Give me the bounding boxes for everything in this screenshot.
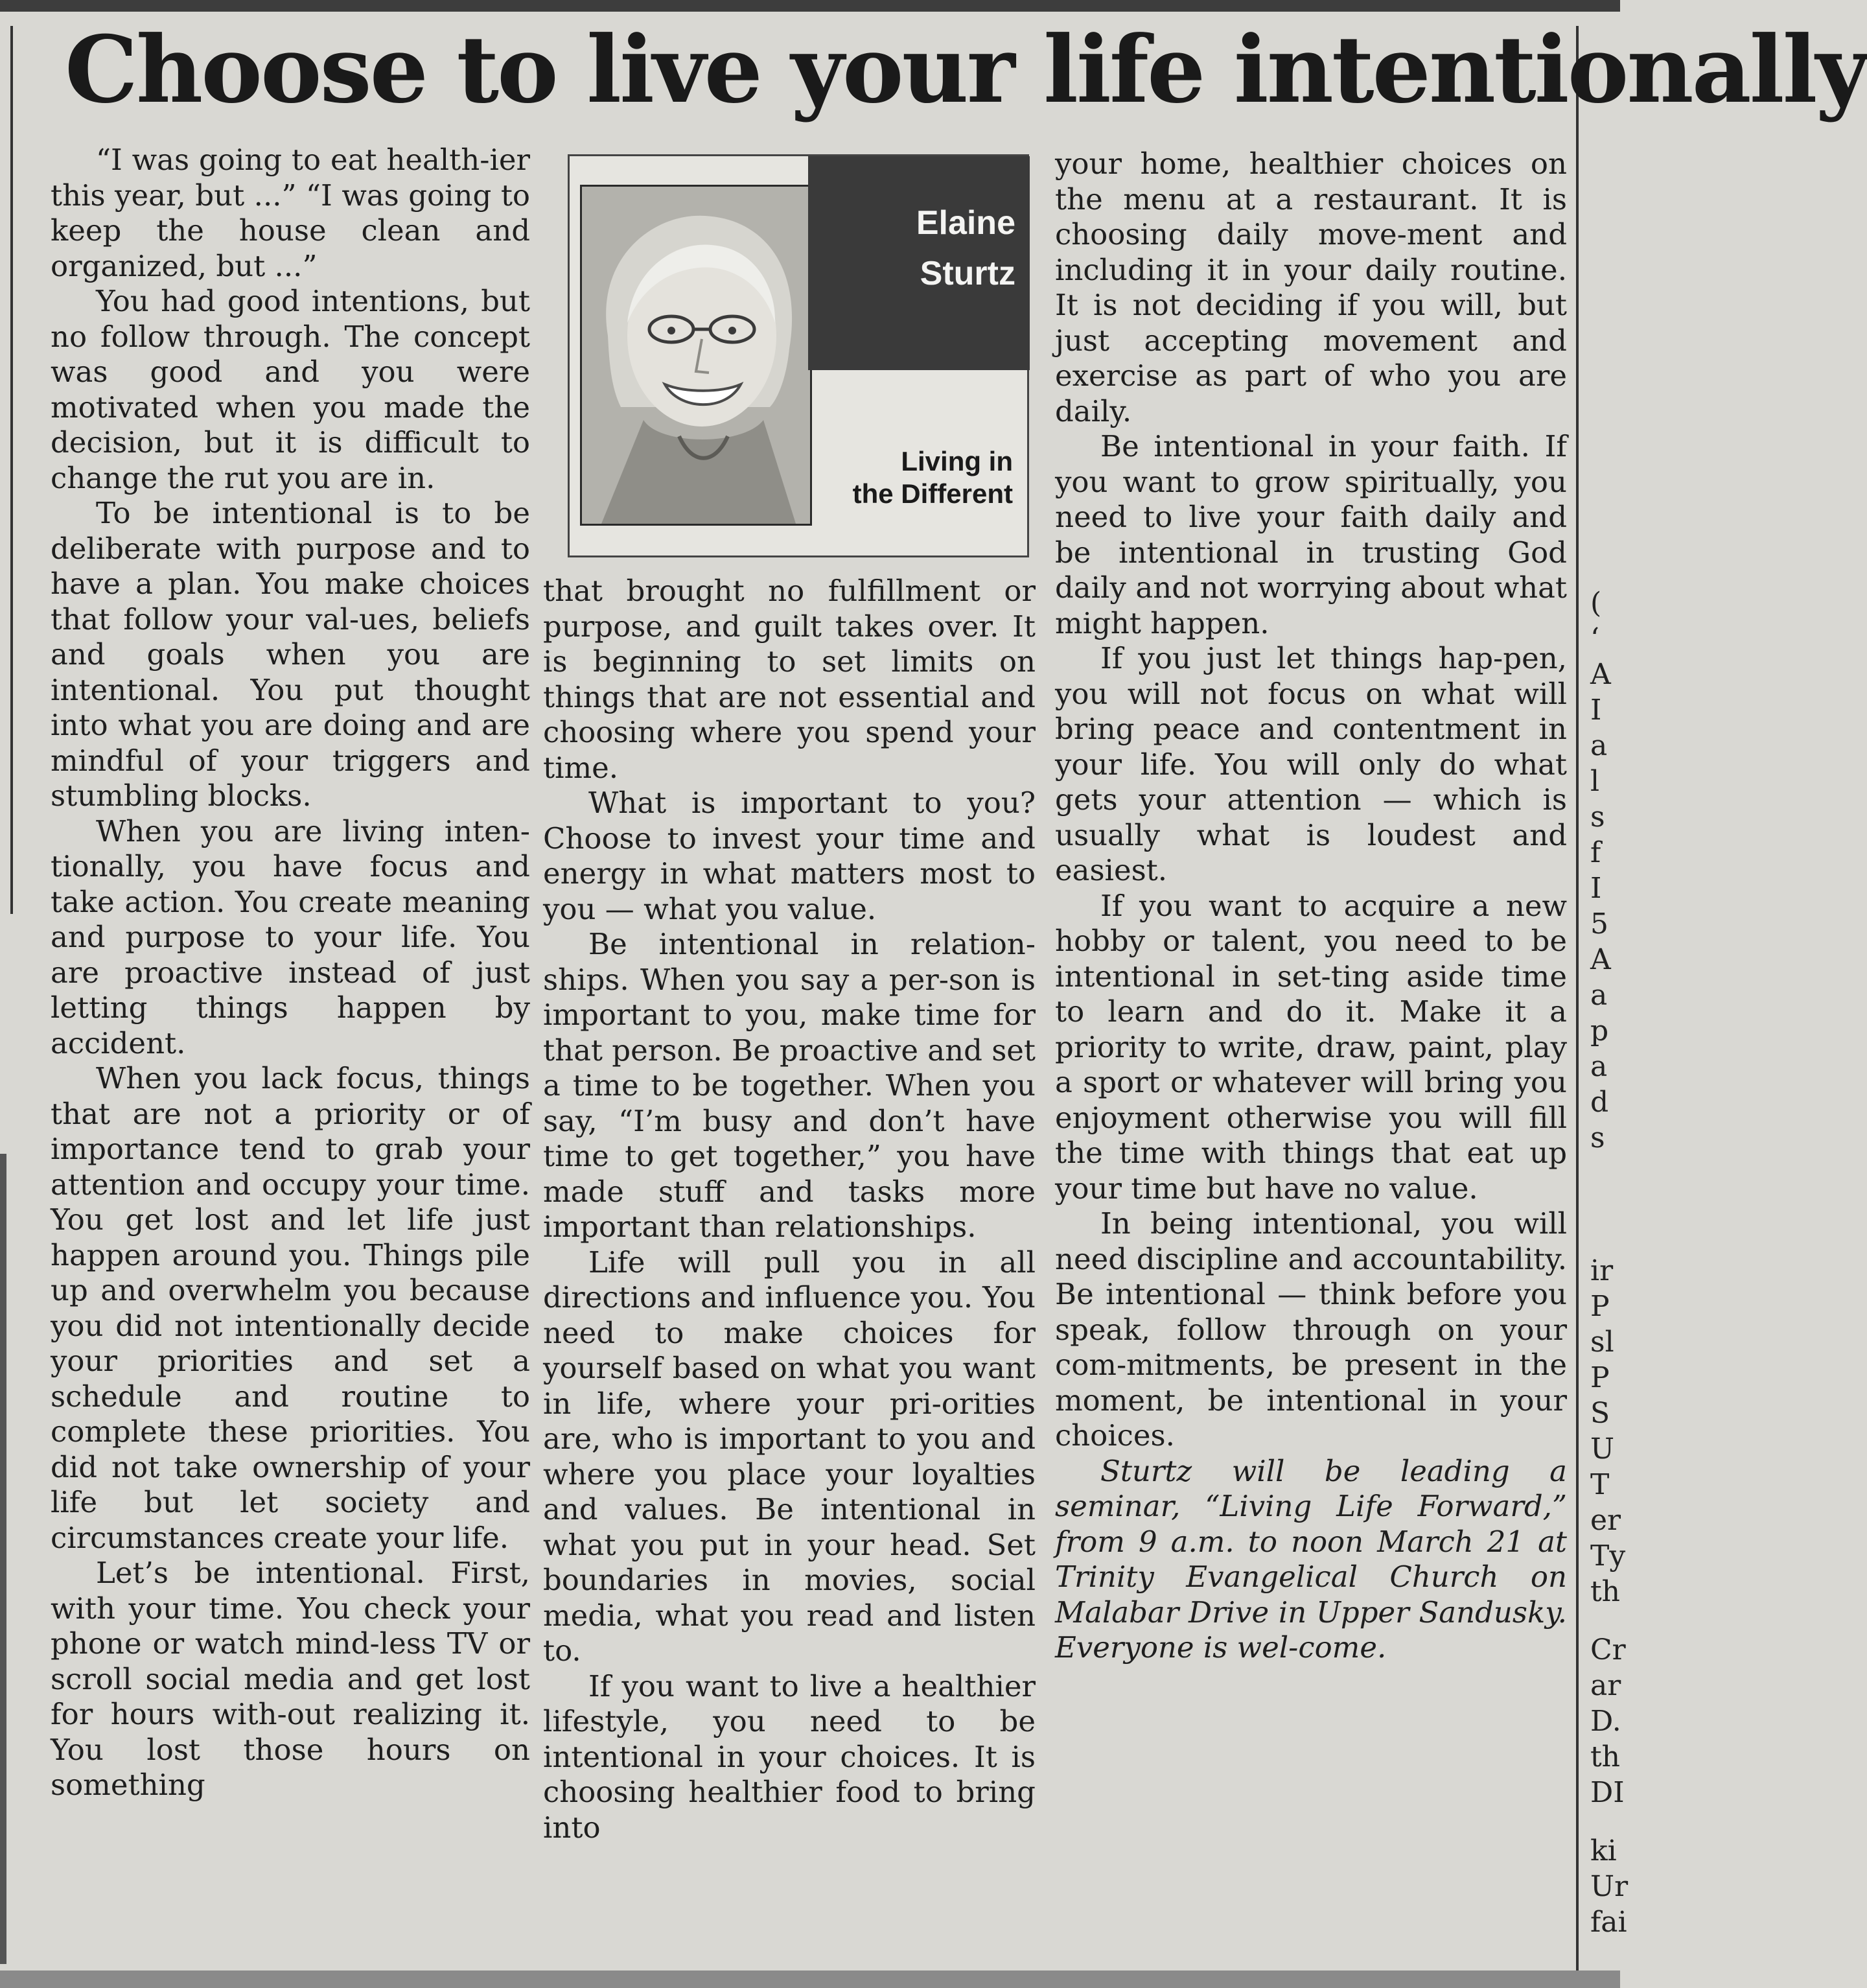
adjacent-fragment: ir bbox=[1590, 1254, 1614, 1287]
adjacent-fragment: l bbox=[1590, 765, 1600, 798]
article-column-3 bbox=[1055, 146, 1567, 1666]
adjacent-fragment: A bbox=[1590, 658, 1611, 691]
adjacent-fragment: 5 bbox=[1590, 907, 1608, 941]
adjacent-fragment: DI bbox=[1590, 1776, 1625, 1809]
author-name-box bbox=[808, 156, 1030, 370]
paragraph: You had good intentions, but no follow through. The concept was good and you were motivated when you made the decision, but it is difficult to change the rut you are in. bbox=[51, 284, 530, 495]
adjacent-fragment: fai bbox=[1590, 1906, 1627, 1939]
adjacent-fragment: ki bbox=[1590, 1834, 1617, 1867]
paragraph: If you want to acquire a new hobby or talent, you need to be intentional in set-ting aside time to learn and do it. Make it a priority to write, draw, paint, play a sport or whatever will bring you enjoyment otherwise you will fill the time with things that eat up your time but have no value. bbox=[1055, 888, 1567, 1206]
adjacent-fragment: th bbox=[1590, 1740, 1621, 1773]
author-first-name: Elaine bbox=[916, 204, 1015, 242]
adjacent-fragment: s bbox=[1590, 801, 1605, 834]
left-column-rule bbox=[0, 26, 13, 914]
adjacent-fragment: A bbox=[1590, 943, 1611, 976]
author-last-name: Sturtz bbox=[920, 255, 1015, 292]
paragraph: “I was going to eat health-ier this year, but ...” “I was going to keep the house clean and organized, but ...” bbox=[51, 143, 530, 283]
paragraph: that brought no fulfillment or purpose, and guilt takes over. It is beginning to set limits on things that are not essential and choosing where you spend your time. bbox=[543, 574, 1036, 785]
adjacent-fragment: T bbox=[1590, 1468, 1610, 1501]
adjacent-fragment: p bbox=[1590, 1014, 1609, 1047]
paragraph: When you lack focus, things that are not a priority or of importance tend to grab your attention and occupy your time. You get lost and let life just happen around you. Things pile up and overwhelm you because you did not intentionally decide your priorities and set a schedule and routine to complete these priorities. You did not take ownership of your life but let society and circumstances create your life. bbox=[51, 1061, 530, 1555]
paragraph: If you want to live a healthier lifestyle, you need to be intentional in your choices. It is choosing healthier food to bring into bbox=[543, 1668, 1036, 1845]
paragraph: In being intentional, you will need discipline and accountability. Be intentional — think before you speak, follow through on your com-mitments, be present in the moment, be intentional in your choices. bbox=[1055, 1206, 1567, 1453]
column-title bbox=[806, 445, 1013, 510]
headline: Choose to live your life intentionally bbox=[65, 16, 1867, 124]
adjacent-fragment: I bbox=[1590, 872, 1602, 905]
adjacent-fragment: I bbox=[1590, 694, 1602, 727]
adjacent-fragment: sl bbox=[1590, 1326, 1614, 1359]
top-border-band bbox=[0, 0, 1620, 12]
author-photo-box bbox=[568, 154, 1029, 557]
adjacent-fragment: U bbox=[1590, 1433, 1615, 1466]
adjacent-fragment: ar bbox=[1590, 1669, 1621, 1702]
adjacent-fragment: ( bbox=[1590, 587, 1602, 620]
paragraph: What is important to you? Choose to invest your time and energy in what matters most to you — what you value. bbox=[543, 786, 1036, 926]
paragraph: Life will pull you in all directions and influence you. You need to make choices for yourself based on what you want in life, where your pri-orities are, who is important to you and where you place your loyalties and values. Be intentional in what you put in your head. Set boundaries in movies, social media, what you read and listen to. bbox=[543, 1245, 1036, 1668]
adjacent-fragment: ‘ bbox=[1590, 622, 1599, 655]
adjacent-fragment: P bbox=[1590, 1290, 1610, 1323]
adjacent-article-strip bbox=[1581, 0, 1629, 1988]
left-edge-shadow bbox=[0, 1154, 6, 1964]
adjacent-fragment: D. bbox=[1590, 1705, 1621, 1738]
portrait-illustration bbox=[582, 187, 810, 524]
article-column-2 bbox=[543, 574, 1036, 1845]
adjacent-fragment: S bbox=[1590, 1397, 1610, 1430]
article-column-1 bbox=[51, 143, 530, 1803]
right-column-rule bbox=[1576, 26, 1579, 1970]
adjacent-fragment: Cr bbox=[1590, 1633, 1626, 1666]
adjacent-fragment: a bbox=[1590, 729, 1608, 762]
adjacent-fragment: Ur bbox=[1590, 1870, 1629, 1903]
column-title-line-2: the Different bbox=[852, 478, 1013, 509]
column-title-line-1: Living in bbox=[901, 446, 1013, 476]
paragraph: Let’s be intentional. First, with your time. You check your phone or watch mind-less TV or scroll social media and get lost for hours with-out realizing it. You lost those hours on something bbox=[51, 1556, 530, 1802]
adjacent-fragment: er bbox=[1590, 1504, 1621, 1537]
paragraph: When you are living inten-tionally, you have focus and take action. You create meaning and purpose to your life. You are proactive instead of just letting things happen by accident. bbox=[51, 813, 530, 1060]
adjacent-fragment: th bbox=[1590, 1575, 1621, 1608]
paragraph: To be intentional is to be deliberate with purpose and to have a plan. You make choices that follow your val-ues, beliefs and goals when you are intentional. You put thought into what you are doing and are mindful of your triggers and stumbling blocks. bbox=[51, 496, 530, 813]
adjacent-fragment: Ty bbox=[1590, 1539, 1626, 1573]
seminar-note bbox=[1055, 1454, 1567, 1666]
author-portrait bbox=[580, 185, 812, 526]
adjacent-fragment: a bbox=[1590, 979, 1608, 1012]
bottom-border-band bbox=[0, 1970, 1620, 1988]
adjacent-fragment: a bbox=[1590, 1050, 1608, 1083]
paragraph: Be intentional in your faith. If you want to grow spiritually, you need to live your faith daily and be intentional in trusting God daily and not worrying about what might happen. bbox=[1055, 429, 1567, 640]
paragraph: Be intentional in relation-ships. When you say a per-son is important to you, make time for that person. Be proactive and set a time to be together. When you say, “I’m busy and don’t have time to get together,” you have made stuff and tasks more important than relationships. bbox=[543, 927, 1036, 1244]
seminar-note-text: Sturtz will be leading a seminar, “Living Life Forward,” from 9 a.m. to noon March 21 at Trinity Evangelical Church on Malabar Drive in Upper Sandusky. Everyone is wel-come. bbox=[1055, 1453, 1567, 1665]
paragraph: If you just let things hap-pen, you will not focus on what will bring peace and contentment in your life. You will only do what gets your attention — which is usually what is loudest and easiest. bbox=[1055, 641, 1567, 887]
adjacent-fragment: f bbox=[1590, 836, 1601, 869]
adjacent-fragment: P bbox=[1590, 1361, 1610, 1394]
adjacent-fragment: s bbox=[1590, 1121, 1605, 1154]
paragraph: your home, healthier choices on the menu at a restaurant. It is choosing daily move-ment and including it in your daily routine. It is not deciding if you will, but just accepting movement and exercise as part of who you are daily. bbox=[1055, 146, 1567, 428]
adjacent-fragment: d bbox=[1590, 1086, 1609, 1119]
